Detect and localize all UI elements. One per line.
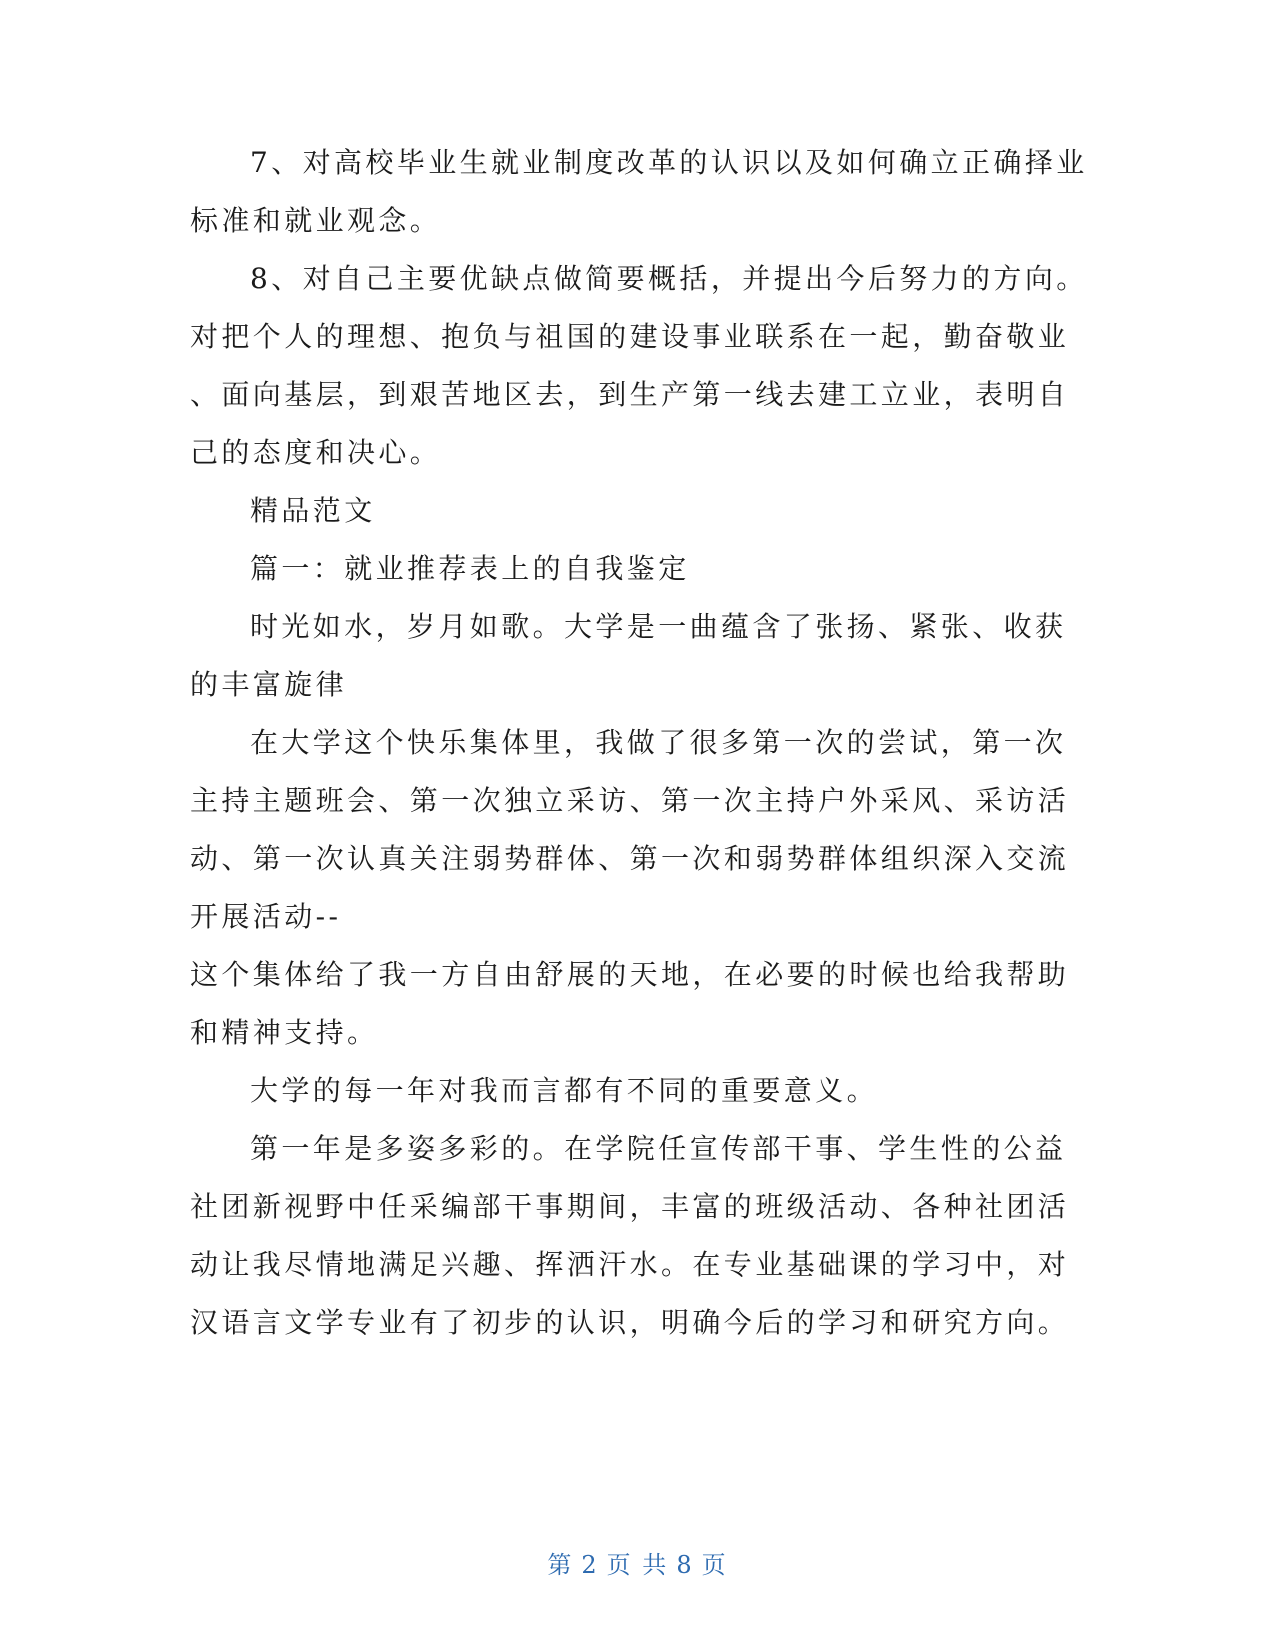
footer-prefix: 第 [547, 1551, 574, 1579]
paragraph-line: 第一年是多姿多彩的。在学院任宣传部干事、学生性的公益 [250, 1132, 1067, 1165]
paragraph-line: 社团新视野中任采编部干事期间，丰富的班级活动、各种社团活 [190, 1190, 1070, 1223]
paragraph-line: 大学的每一年对我而言都有不同的重要意义。 [250, 1074, 879, 1107]
paragraph-line: 8、对自己主要优缺点做简要概括，并提出今后努力的方向。 [250, 262, 1088, 295]
paragraph-line: 动让我尽情地满足兴趣、挥洒汗水。在专业基础课的学习中，对 [190, 1248, 1070, 1281]
paragraph-line: 7、对高校毕业生就业制度改革的认识以及如何确立正确择业 [250, 146, 1088, 179]
paragraph-line: 主持主题班会、第一次独立采访、第一次主持户外采风、采访活 [190, 784, 1070, 817]
paragraph-line: 开展活动-- [190, 900, 342, 933]
paragraph-line: 汉语言文学专业有了初步的认识，明确今后的学习和研究方向。 [190, 1306, 1070, 1339]
total-page-number: 8 [676, 1551, 694, 1579]
paragraph-line: 时光如水，岁月如歌。大学是一曲蕴含了张扬、紧张、收获 [250, 610, 1067, 643]
paragraph-line: 的丰富旋律 [190, 668, 348, 701]
paragraph-line: 、面向基层，到艰苦地区去，到生产第一线去建工立业，表明自 [190, 378, 1070, 411]
footer-middle: 页 共 [606, 1551, 669, 1579]
paragraph-line: 动、第一次认真关注弱势群体、第一次和弱势群体组织深入交流 [190, 842, 1070, 875]
footer-suffix: 页 [701, 1551, 728, 1579]
section-heading: 精品范文 [250, 494, 376, 527]
current-page-number: 2 [581, 1551, 599, 1579]
paragraph-line: 和精神支持。 [190, 1016, 379, 1049]
paragraph-line: 己的态度和决心。 [190, 436, 442, 469]
page-footer [0, 1545, 1275, 1580]
paragraph-line: 标准和就业观念。 [190, 204, 442, 237]
paragraph-line: 在大学这个快乐集体里，我做了很多第一次的尝试，第一次 [250, 726, 1067, 759]
paragraph-line: 这个集体给了我一方自由舒展的天地，在必要的时候也给我帮助 [190, 958, 1070, 991]
paragraph-line: 对把个人的理想、抱负与祖国的建设事业联系在一起，勤奋敬业 [190, 320, 1070, 353]
article-title: 篇一：就业推荐表上的自我鉴定 [250, 552, 690, 585]
